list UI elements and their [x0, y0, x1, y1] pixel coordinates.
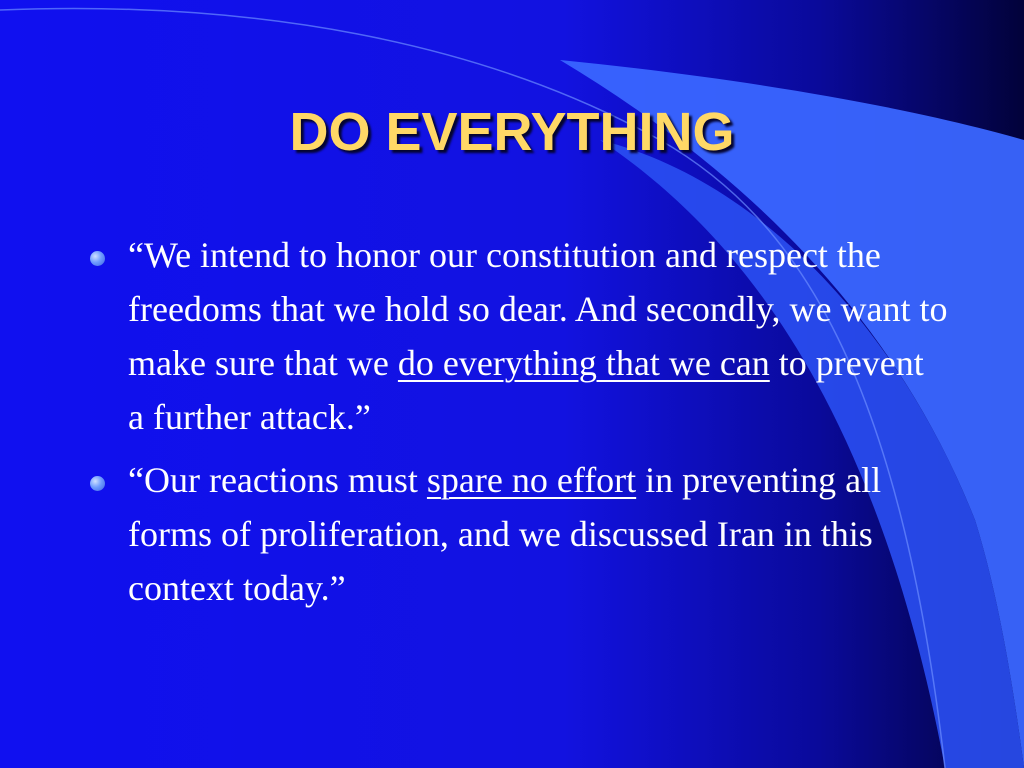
bullet-emphasis-text: spare no effort [426, 460, 637, 500]
blue-dot-icon [90, 476, 105, 491]
bullet-item [88, 453, 948, 615]
bullet-list [88, 228, 948, 624]
bullet-text: “We intend to honor our constitution and respect the freedoms that we hold so dear. And secondly, we want to make sure that we [128, 235, 948, 383]
bullet-text: “Our reactions must [128, 460, 427, 500]
blue-dot-icon [90, 251, 105, 266]
bullet-item [88, 228, 948, 444]
bullet-emphasis-text: do everything that we can [397, 343, 770, 383]
bullet-text-continued: in preventing all forms of proliferation, and we discussed Iran in this context today.” [128, 460, 882, 608]
slide-title: DO EVERYTHING [289, 102, 735, 162]
bullet-text-continued: to prevent a further attack.” [128, 343, 924, 437]
